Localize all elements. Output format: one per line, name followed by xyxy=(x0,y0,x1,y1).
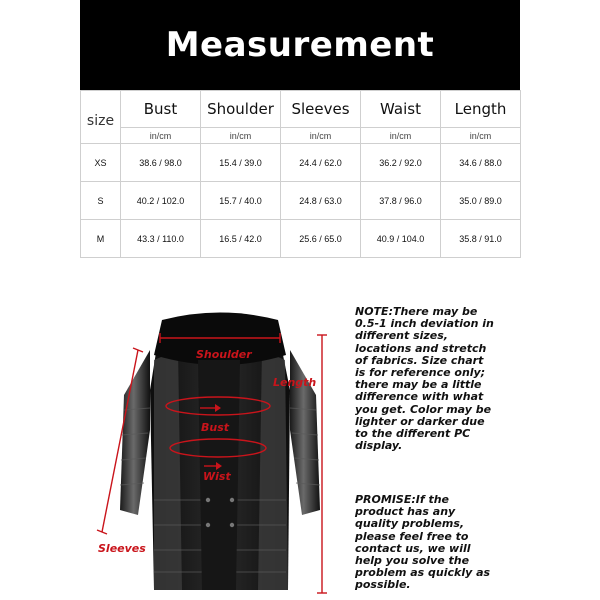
column-header-waist: Waist xyxy=(361,91,441,128)
shoulder-label: Shoulder xyxy=(196,348,252,361)
header-row xyxy=(81,91,521,128)
unit-label: in/cm xyxy=(361,128,441,144)
table-cell: 24.4 / 62.0 xyxy=(281,144,361,182)
column-header-bust: Bust xyxy=(121,91,201,128)
unit-row xyxy=(81,128,521,144)
title-banner xyxy=(80,0,520,90)
table-cell: 40.9 / 104.0 xyxy=(361,220,441,258)
size-cell: XS xyxy=(81,144,121,182)
table-cell: 16.5 / 42.0 xyxy=(201,220,281,258)
table-cell: 43.3 / 110.0 xyxy=(121,220,201,258)
page-title: Measurement xyxy=(165,25,435,65)
length-label: Length xyxy=(273,376,317,389)
size-chart-table xyxy=(80,90,521,258)
unit-label: in/cm xyxy=(441,128,521,144)
size-column-label: size xyxy=(81,91,121,144)
table-cell: 25.6 / 65.0 xyxy=(281,220,361,258)
table-row xyxy=(81,144,521,182)
table-cell: 40.2 / 102.0 xyxy=(121,182,201,220)
column-header-shoulder: Shoulder xyxy=(201,91,281,128)
promise-text: PROMISE:If the product has any quality problems, please feel free to contact us, we will help you solve the problem as quickly as possible. xyxy=(355,493,491,592)
table-row xyxy=(81,220,521,258)
size-cell: S xyxy=(81,182,121,220)
size-cell: M xyxy=(81,220,121,258)
note-text: NOTE:There may be 0.5-1 inch deviation in different sizes, locations and stretch of fabrics. Size chart is for reference only; there may be a little difference with what you get. Color may be lighter or darker due to the different PC display. xyxy=(355,305,494,453)
table-cell: 36.2 / 92.0 xyxy=(361,144,441,182)
unit-label: in/cm xyxy=(201,128,281,144)
unit-label: in/cm xyxy=(121,128,201,144)
table-cell: 38.6 / 98.0 xyxy=(121,144,201,182)
column-header-sleeves: Sleeves xyxy=(281,91,361,128)
table-cell: 35.8 / 91.0 xyxy=(441,220,521,258)
coat-diagram xyxy=(90,300,350,600)
table-row xyxy=(81,182,521,220)
right-sleeve xyxy=(290,350,320,515)
bust-label: Bust xyxy=(201,421,230,434)
table-cell: 35.0 / 89.0 xyxy=(441,182,521,220)
unit-label: in/cm xyxy=(281,128,361,144)
sleeves-label: Sleeves xyxy=(98,542,146,555)
table-cell: 15.7 / 40.0 xyxy=(201,182,281,220)
waist-label: Wist xyxy=(203,470,231,483)
table-cell: 34.6 / 88.0 xyxy=(441,144,521,182)
table-cell: 15.4 / 39.0 xyxy=(201,144,281,182)
table-cell: 37.8 / 96.0 xyxy=(361,182,441,220)
left-sleeve xyxy=(120,350,150,515)
column-header-length: Length xyxy=(441,91,521,128)
table-cell: 24.8 / 63.0 xyxy=(281,182,361,220)
